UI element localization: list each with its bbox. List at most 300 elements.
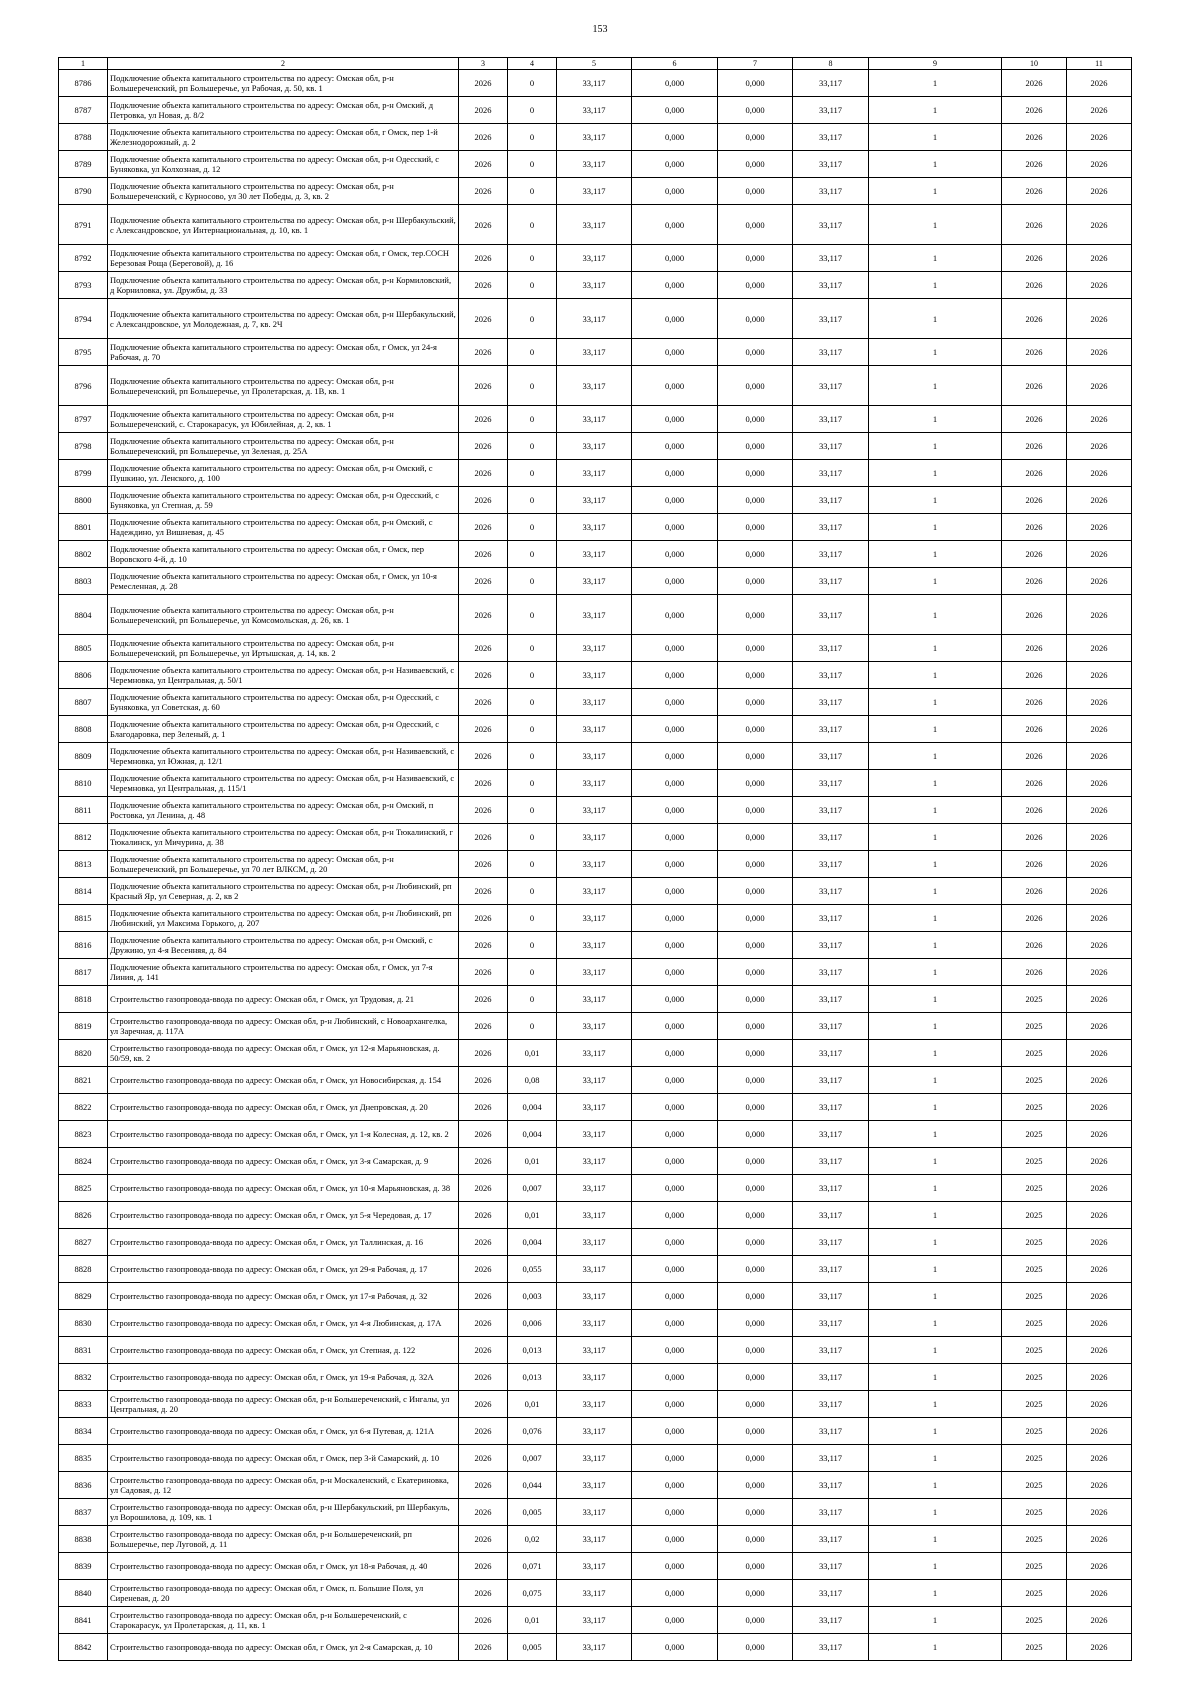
col3-cell: 2026 (459, 595, 508, 635)
col8-cell: 33,117 (793, 1148, 869, 1175)
col7-cell: 0,000 (718, 986, 793, 1013)
col5-cell: 33,117 (557, 932, 632, 959)
col9-cell: 1 (869, 97, 1002, 124)
col4-cell: 0,004 (508, 1229, 557, 1256)
col11-cell: 2026 (1067, 824, 1132, 851)
col8-cell: 33,117 (793, 1580, 869, 1607)
col4-cell: 0 (508, 905, 557, 932)
col10-cell: 2025 (1002, 1526, 1067, 1553)
col10-cell: 2026 (1002, 851, 1067, 878)
col4-cell: 0,01 (508, 1391, 557, 1418)
col8-cell: 33,117 (793, 1202, 869, 1229)
col8-cell: 33,117 (793, 124, 869, 151)
col11-cell: 2026 (1067, 1121, 1132, 1148)
col9-cell: 1 (869, 743, 1002, 770)
col10-cell: 2025 (1002, 1580, 1067, 1607)
col4-cell: 0,007 (508, 1445, 557, 1472)
col6-cell: 0,000 (632, 1121, 718, 1148)
column-header: 8 (793, 58, 869, 70)
col9-cell: 1 (869, 986, 1002, 1013)
col11-cell: 2026 (1067, 1283, 1132, 1310)
col4-cell: 0,004 (508, 1094, 557, 1121)
column-header: 2 (108, 58, 459, 70)
col3-cell: 2026 (459, 1634, 508, 1661)
col9-cell: 1 (869, 1229, 1002, 1256)
col10-cell: 2026 (1002, 541, 1067, 568)
col4-cell: 0,076 (508, 1418, 557, 1445)
col10-cell: 2026 (1002, 514, 1067, 541)
col9-cell: 1 (869, 905, 1002, 932)
col9-cell: 1 (869, 245, 1002, 272)
col4-cell: 0 (508, 460, 557, 487)
table-row (59, 541, 1132, 568)
col11-cell: 2026 (1067, 662, 1132, 689)
col11-cell: 2026 (1067, 1634, 1132, 1661)
col5-cell: 33,117 (557, 1148, 632, 1175)
row-number-cell: 8829 (59, 1283, 108, 1310)
row-number-cell: 8791 (59, 205, 108, 245)
col4-cell: 0 (508, 245, 557, 272)
col4-cell: 0 (508, 878, 557, 905)
col9-cell: 1 (869, 1607, 1002, 1634)
description-cell: Строительство газопровода-ввода по адресу: Омская обл, г Омск, ул 4-я Любинская, д. 17А (108, 1310, 459, 1337)
col9-cell: 1 (869, 851, 1002, 878)
col5-cell: 33,117 (557, 97, 632, 124)
description-cell: Строительство газопровода-ввода по адресу: Омская обл, г Омск, ул 18-я Рабочая, д. 40 (108, 1553, 459, 1580)
col7-cell: 0,000 (718, 905, 793, 932)
description-cell: Строительство газопровода-ввода по адресу: Омская обл, г Омск, ул 19-я Рабочая, д. 32А (108, 1364, 459, 1391)
col10-cell: 2025 (1002, 1634, 1067, 1661)
table-row (59, 487, 1132, 514)
col7-cell: 0,000 (718, 689, 793, 716)
col4-cell: 0 (508, 824, 557, 851)
table-row (59, 1229, 1132, 1256)
col4-cell: 0,01 (508, 1607, 557, 1634)
col7-cell: 0,000 (718, 460, 793, 487)
col3-cell: 2026 (459, 1283, 508, 1310)
col5-cell: 33,117 (557, 1067, 632, 1094)
col11-cell: 2026 (1067, 1607, 1132, 1634)
row-number-cell: 8804 (59, 595, 108, 635)
col9-cell: 1 (869, 1553, 1002, 1580)
description-cell: Подключение объекта капитального строительства по адресу: Омская обл, р-н Тюкалинский, г Тюкалинск, ул Мичурина, д. 38 (108, 824, 459, 851)
col8-cell: 33,117 (793, 986, 869, 1013)
col5-cell: 33,117 (557, 1229, 632, 1256)
col10-cell: 2026 (1002, 568, 1067, 595)
column-header: 11 (1067, 58, 1132, 70)
col8-cell: 33,117 (793, 1310, 869, 1337)
col11-cell: 2026 (1067, 70, 1132, 97)
col3-cell: 2026 (459, 635, 508, 662)
col5-cell: 33,117 (557, 1283, 632, 1310)
col3-cell: 2026 (459, 1445, 508, 1472)
col6-cell: 0,000 (632, 1634, 718, 1661)
col4-cell: 0 (508, 932, 557, 959)
col8-cell: 33,117 (793, 824, 869, 851)
col10-cell: 2026 (1002, 124, 1067, 151)
col7-cell: 0,000 (718, 595, 793, 635)
header-row (59, 58, 1132, 70)
col6-cell: 0,000 (632, 299, 718, 339)
row-number-cell: 8836 (59, 1472, 108, 1499)
col4-cell: 0 (508, 272, 557, 299)
col9-cell: 1 (869, 124, 1002, 151)
col7-cell: 0,000 (718, 1472, 793, 1499)
row-number-cell: 8790 (59, 178, 108, 205)
row-number-cell: 8835 (59, 1445, 108, 1472)
table-row (59, 1445, 1132, 1472)
col7-cell: 0,000 (718, 514, 793, 541)
col3-cell: 2026 (459, 986, 508, 1013)
col8-cell: 33,117 (793, 487, 869, 514)
col5-cell: 33,117 (557, 1391, 632, 1418)
row-number-cell: 8799 (59, 460, 108, 487)
col5-cell: 33,117 (557, 514, 632, 541)
col8-cell: 33,117 (793, 1607, 869, 1634)
col10-cell: 2025 (1002, 1256, 1067, 1283)
col10-cell: 2026 (1002, 366, 1067, 406)
col9-cell: 1 (869, 770, 1002, 797)
col11-cell: 2026 (1067, 716, 1132, 743)
col6-cell: 0,000 (632, 205, 718, 245)
col4-cell: 0 (508, 986, 557, 1013)
col7-cell: 0,000 (718, 406, 793, 433)
table-row (59, 1283, 1132, 1310)
table-row (59, 635, 1132, 662)
col5-cell: 33,117 (557, 1553, 632, 1580)
description-cell: Подключение объекта капитального строительства по адресу: Омская обл, р-н Одесский, с Благодаровка, пер Зеленый, д. 1 (108, 716, 459, 743)
col4-cell: 0,003 (508, 1283, 557, 1310)
col3-cell: 2026 (459, 245, 508, 272)
table-row (59, 151, 1132, 178)
description-cell: Строительство газопровода-ввода по адресу: Омская обл, р-н Большереченский, с Ингалы, ул Центральная, д. 20 (108, 1391, 459, 1418)
description-cell: Подключение объекта капитального строительства по адресу: Омская обл, р-н Називаевский, с Черемновка, ул Южная, д. 12/1 (108, 743, 459, 770)
col6-cell: 0,000 (632, 272, 718, 299)
row-number-cell: 8842 (59, 1634, 108, 1661)
col6-cell: 0,000 (632, 1094, 718, 1121)
col11-cell: 2026 (1067, 743, 1132, 770)
table-row (59, 433, 1132, 460)
col8-cell: 33,117 (793, 689, 869, 716)
col8-cell: 33,117 (793, 1094, 869, 1121)
col5-cell: 33,117 (557, 568, 632, 595)
col5-cell: 33,117 (557, 1337, 632, 1364)
col10-cell: 2026 (1002, 70, 1067, 97)
col6-cell: 0,000 (632, 1553, 718, 1580)
col9-cell: 1 (869, 272, 1002, 299)
col8-cell: 33,117 (793, 1499, 869, 1526)
description-cell: Строительство газопровода-ввода по адресу: Омская обл, г Омск, ул 2-я Самарская, д. 10 (108, 1634, 459, 1661)
table-row (59, 366, 1132, 406)
col11-cell: 2026 (1067, 797, 1132, 824)
col6-cell: 0,000 (632, 716, 718, 743)
col3-cell: 2026 (459, 178, 508, 205)
row-number-cell: 8813 (59, 851, 108, 878)
col11-cell: 2026 (1067, 635, 1132, 662)
table-row (59, 770, 1132, 797)
col3-cell: 2026 (459, 568, 508, 595)
col4-cell: 0 (508, 178, 557, 205)
col9-cell: 1 (869, 1283, 1002, 1310)
col11-cell: 2026 (1067, 124, 1132, 151)
col10-cell: 2026 (1002, 97, 1067, 124)
col7-cell: 0,000 (718, 662, 793, 689)
col4-cell: 0 (508, 568, 557, 595)
description-cell: Подключение объекта капитального строительства по адресу: Омская обл, р-н Шербакульский, с Александровское, ул Интернациональная, д. 10, кв. 1 (108, 205, 459, 245)
col10-cell: 2026 (1002, 433, 1067, 460)
col3-cell: 2026 (459, 124, 508, 151)
col4-cell: 0 (508, 716, 557, 743)
col11-cell: 2026 (1067, 878, 1132, 905)
col7-cell: 0,000 (718, 1607, 793, 1634)
col10-cell: 2026 (1002, 151, 1067, 178)
col3-cell: 2026 (459, 541, 508, 568)
col9-cell: 1 (869, 1364, 1002, 1391)
col9-cell: 1 (869, 662, 1002, 689)
col7-cell: 0,000 (718, 1391, 793, 1418)
table-row (59, 1310, 1132, 1337)
col10-cell: 2025 (1002, 1499, 1067, 1526)
table-row (59, 1013, 1132, 1040)
row-number-cell: 8805 (59, 635, 108, 662)
col9-cell: 1 (869, 151, 1002, 178)
col8-cell: 33,117 (793, 959, 869, 986)
col9-cell: 1 (869, 1634, 1002, 1661)
col6-cell: 0,000 (632, 568, 718, 595)
col10-cell: 2026 (1002, 178, 1067, 205)
table-row (59, 1499, 1132, 1526)
column-header: 3 (459, 58, 508, 70)
row-number-cell: 8801 (59, 514, 108, 541)
col9-cell: 1 (869, 1418, 1002, 1445)
col6-cell: 0,000 (632, 595, 718, 635)
col3-cell: 2026 (459, 1256, 508, 1283)
col6-cell: 0,000 (632, 986, 718, 1013)
col5-cell: 33,117 (557, 824, 632, 851)
description-cell: Строительство газопровода-ввода по адресу: Омская обл, г Омск, ул 1-я Колесная, д. 12, кв. 2 (108, 1121, 459, 1148)
col6-cell: 0,000 (632, 1499, 718, 1526)
col3-cell: 2026 (459, 1337, 508, 1364)
col7-cell: 0,000 (718, 824, 793, 851)
col8-cell: 33,117 (793, 339, 869, 366)
description-cell: Подключение объекта капитального строительства по адресу: Омская обл, р-н Омский, д Петровка, ул Новая, д. 8/2 (108, 97, 459, 124)
col11-cell: 2026 (1067, 1310, 1132, 1337)
col11-cell: 2026 (1067, 1175, 1132, 1202)
table-row (59, 878, 1132, 905)
table-row (59, 178, 1132, 205)
col11-cell: 2026 (1067, 1364, 1132, 1391)
col10-cell: 2026 (1002, 689, 1067, 716)
table-row (59, 1607, 1132, 1634)
col8-cell: 33,117 (793, 1634, 869, 1661)
row-number-cell: 8815 (59, 905, 108, 932)
col7-cell: 0,000 (718, 541, 793, 568)
col11-cell: 2026 (1067, 568, 1132, 595)
col6-cell: 0,000 (632, 1337, 718, 1364)
col5-cell: 33,117 (557, 1175, 632, 1202)
col11-cell: 2026 (1067, 959, 1132, 986)
table-row (59, 595, 1132, 635)
col9-cell: 1 (869, 1526, 1002, 1553)
row-number-cell: 8810 (59, 770, 108, 797)
col11-cell: 2026 (1067, 1580, 1132, 1607)
description-cell: Подключение объекта капитального строительства по адресу: Омская обл, р-н Большереченский, рп Большеречье, ул Пролетарская, д. 1В, кв. 1 (108, 366, 459, 406)
col8-cell: 33,117 (793, 595, 869, 635)
row-number-cell: 8827 (59, 1229, 108, 1256)
col10-cell: 2025 (1002, 1202, 1067, 1229)
col9-cell: 1 (869, 1067, 1002, 1094)
col10-cell: 2026 (1002, 959, 1067, 986)
col9-cell: 1 (869, 1013, 1002, 1040)
col9-cell: 1 (869, 406, 1002, 433)
col3-cell: 2026 (459, 824, 508, 851)
col10-cell: 2026 (1002, 635, 1067, 662)
col9-cell: 1 (869, 797, 1002, 824)
table-row (59, 1526, 1132, 1553)
col4-cell: 0 (508, 541, 557, 568)
col6-cell: 0,000 (632, 245, 718, 272)
col3-cell: 2026 (459, 1553, 508, 1580)
col4-cell: 0,007 (508, 1175, 557, 1202)
col6-cell: 0,000 (632, 124, 718, 151)
col4-cell: 0,01 (508, 1202, 557, 1229)
col11-cell: 2026 (1067, 433, 1132, 460)
col3-cell: 2026 (459, 1148, 508, 1175)
col6-cell: 0,000 (632, 541, 718, 568)
row-number-cell: 8837 (59, 1499, 108, 1526)
description-cell: Подключение объекта капитального строительства по адресу: Омская обл, г Омск, ул 7-я Линия, д. 141 (108, 959, 459, 986)
col7-cell: 0,000 (718, 97, 793, 124)
col6-cell: 0,000 (632, 1040, 718, 1067)
table-row (59, 70, 1132, 97)
col3-cell: 2026 (459, 487, 508, 514)
row-number-cell: 8806 (59, 662, 108, 689)
column-header: 9 (869, 58, 1002, 70)
description-cell: Строительство газопровода-ввода по адресу: Омская обл, г Омск, ул Днепровская, д. 20 (108, 1094, 459, 1121)
description-cell: Строительство газопровода-ввода по адресу: Омская обл, г Омск, п. Большие Поля, ул Сиреневая, д. 20 (108, 1580, 459, 1607)
col8-cell: 33,117 (793, 1553, 869, 1580)
col11-cell: 2026 (1067, 770, 1132, 797)
col10-cell: 2026 (1002, 797, 1067, 824)
table-row (59, 986, 1132, 1013)
col9-cell: 1 (869, 595, 1002, 635)
col11-cell: 2026 (1067, 1256, 1132, 1283)
col9-cell: 1 (869, 487, 1002, 514)
col4-cell: 0 (508, 1013, 557, 1040)
col4-cell: 0,005 (508, 1499, 557, 1526)
col7-cell: 0,000 (718, 770, 793, 797)
col4-cell: 0,006 (508, 1310, 557, 1337)
col3-cell: 2026 (459, 1067, 508, 1094)
col6-cell: 0,000 (632, 487, 718, 514)
row-number-cell: 8826 (59, 1202, 108, 1229)
col6-cell: 0,000 (632, 824, 718, 851)
col10-cell: 2026 (1002, 299, 1067, 339)
col8-cell: 33,117 (793, 905, 869, 932)
col10-cell: 2026 (1002, 595, 1067, 635)
col3-cell: 2026 (459, 1580, 508, 1607)
col8-cell: 33,117 (793, 514, 869, 541)
col9-cell: 1 (869, 366, 1002, 406)
col7-cell: 0,000 (718, 1094, 793, 1121)
row-number-cell: 8823 (59, 1121, 108, 1148)
row-number-cell: 8809 (59, 743, 108, 770)
col4-cell: 0 (508, 366, 557, 406)
col5-cell: 33,117 (557, 1418, 632, 1445)
col9-cell: 1 (869, 339, 1002, 366)
col8-cell: 33,117 (793, 70, 869, 97)
col9-cell: 1 (869, 959, 1002, 986)
col6-cell: 0,000 (632, 339, 718, 366)
col6-cell: 0,000 (632, 1229, 718, 1256)
col5-cell: 33,117 (557, 662, 632, 689)
row-number-cell: 8821 (59, 1067, 108, 1094)
description-cell: Подключение объекта капитального строительства по адресу: Омская обл, р-н Любинский, рп Красный Яр, ул Северная, д. 2, кв 2 (108, 878, 459, 905)
row-number-cell: 8831 (59, 1337, 108, 1364)
description-cell: Строительство газопровода-ввода по адресу: Омская обл, г Омск, ул 6-я Путевая, д. 121А (108, 1418, 459, 1445)
col6-cell: 0,000 (632, 1391, 718, 1418)
col4-cell: 0 (508, 433, 557, 460)
col11-cell: 2026 (1067, 1553, 1132, 1580)
description-cell: Подключение объекта капитального строительства по адресу: Омская обл, г Омск, пер Воровского 4-й, д. 10 (108, 541, 459, 568)
col5-cell: 33,117 (557, 1094, 632, 1121)
col3-cell: 2026 (459, 1472, 508, 1499)
col3-cell: 2026 (459, 1094, 508, 1121)
row-number-cell: 8803 (59, 568, 108, 595)
col3-cell: 2026 (459, 716, 508, 743)
description-cell: Подключение объекта капитального строительства по адресу: Омская обл, г Омск, ул 10-я Ремесленная, д. 28 (108, 568, 459, 595)
col5-cell: 33,117 (557, 1310, 632, 1337)
col10-cell: 2025 (1002, 1472, 1067, 1499)
table-body (59, 70, 1132, 1661)
col9-cell: 1 (869, 568, 1002, 595)
col11-cell: 2026 (1067, 205, 1132, 245)
column-header: 1 (59, 58, 108, 70)
col5-cell: 33,117 (557, 1445, 632, 1472)
col4-cell: 0 (508, 124, 557, 151)
table-row (59, 299, 1132, 339)
col6-cell: 0,000 (632, 1364, 718, 1391)
col5-cell: 33,117 (557, 797, 632, 824)
description-cell: Подключение объекта капитального строительства по адресу: Омская обл, р-н Омский, с Пушкино, ул. Ленского, д. 100 (108, 460, 459, 487)
col6-cell: 0,000 (632, 635, 718, 662)
row-number-cell: 8808 (59, 716, 108, 743)
col4-cell: 0,005 (508, 1634, 557, 1661)
col9-cell: 1 (869, 1499, 1002, 1526)
description-cell: Подключение объекта капитального строительства по адресу: Омская обл, р-н Омский, с Надеждино, ул Вишневая, д. 45 (108, 514, 459, 541)
col11-cell: 2026 (1067, 595, 1132, 635)
row-number-cell: 8828 (59, 1256, 108, 1283)
col10-cell: 2025 (1002, 1229, 1067, 1256)
col8-cell: 33,117 (793, 851, 869, 878)
description-cell: Строительство газопровода-ввода по адресу: Омская обл, г Омск, ул 29-я Рабочая, д. 17 (108, 1256, 459, 1283)
col8-cell: 33,117 (793, 662, 869, 689)
col4-cell: 0 (508, 339, 557, 366)
col8-cell: 33,117 (793, 716, 869, 743)
row-number-cell: 8830 (59, 1310, 108, 1337)
col8-cell: 33,117 (793, 1013, 869, 1040)
row-number-cell: 8793 (59, 272, 108, 299)
col5-cell: 33,117 (557, 1256, 632, 1283)
col5-cell: 33,117 (557, 406, 632, 433)
col3-cell: 2026 (459, 743, 508, 770)
col7-cell: 0,000 (718, 797, 793, 824)
table-row (59, 662, 1132, 689)
col3-cell: 2026 (459, 272, 508, 299)
col6-cell: 0,000 (632, 743, 718, 770)
col5-cell: 33,117 (557, 1364, 632, 1391)
row-number-cell: 8841 (59, 1607, 108, 1634)
